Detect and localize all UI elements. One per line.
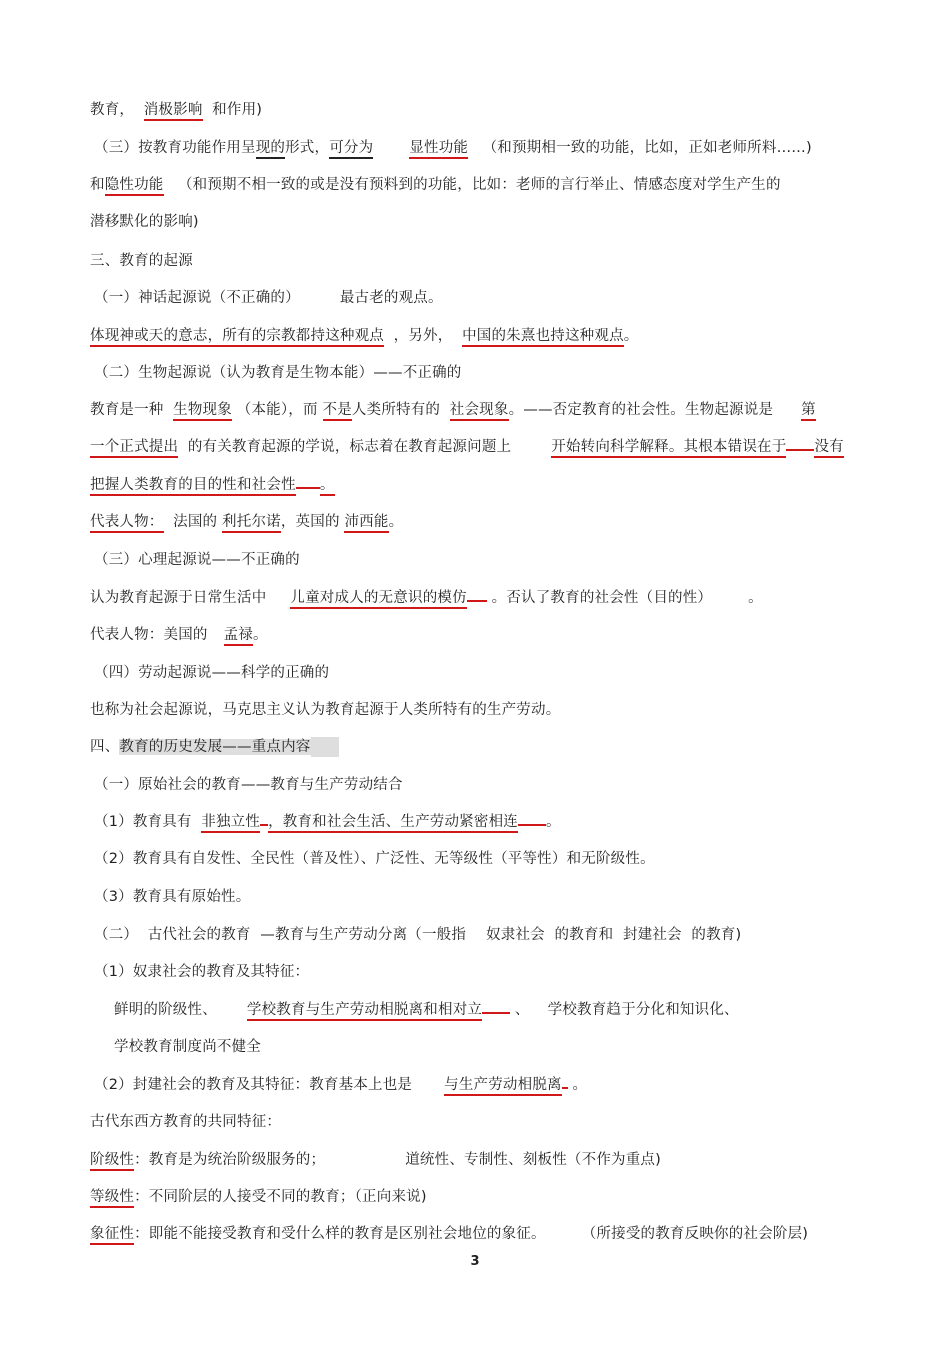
keyword: 消极影响 xyxy=(144,102,203,121)
text-line: 体现神或天的意志，所有的宗教都持这种观点 ，另外， 中国的朱熹也持这种观点。 xyxy=(90,326,638,346)
text-line: （1）奴隶社会的教育及其特征： xyxy=(94,964,310,980)
text-line: 一个正式提出 的有关教育起源的学说，标志着在教育起源问题上 开始转向科学解释。其根本错误在于 没有 xyxy=(90,437,844,457)
text-line: 代表人物： 法国的 利托尔诺，英国的 沛西能。 xyxy=(90,512,403,532)
text-line: 古代东西方教育的共同特征： xyxy=(90,1114,282,1130)
text-line: （3）教育具有原始性。 xyxy=(94,889,251,905)
text-line: 把握人类教育的目的性和社会性 。 xyxy=(90,475,335,495)
text-line: （一）原始社会的教育——教育与生产劳动结合 xyxy=(94,777,403,793)
text-line: （二）生物起源说（认为教育是生物本能）——不正确的 xyxy=(94,365,462,381)
text-line: 鲜明的阶级性、 学校教育与生产劳动相脱离和相对立 、 学校教育趋于分化和知识化、 xyxy=(114,1000,739,1020)
text-line: 潜移默化的影响) xyxy=(90,214,199,230)
text-line: 阶级性：教育是为统治阶级服务的； 道统性、专制性、刻板性（不作为重点) xyxy=(90,1150,661,1170)
text-line: 和隐性功能 （和预期不相一致的或是没有预料到的功能，比如：老师的言行举止、情感态度对学生产生的 xyxy=(90,175,781,195)
text-line: 认为教育起源于日常生活中 儿童对成人的无意识的模仿 。否认了教育的社会性（目的性） 。 xyxy=(90,588,763,608)
text-line: （2）教育具有自发性、全民性（普及性）、广泛性、无等级性（平等性）和无阶级性。 xyxy=(94,851,655,867)
text-line: （四）劳动起源说——科学的正确的 xyxy=(94,665,330,681)
text-line: 代表人物：美国的 孟禄。 xyxy=(90,625,268,645)
section-heading: 四、教育的历史发展——重点内容 xyxy=(90,737,339,757)
text-line: 教育， 消极影响 和作用) xyxy=(90,100,262,120)
text-line: （一）神话起源说（不正确的） 最古老的观点。 xyxy=(94,290,443,306)
text-line: （2）封建社会的教育及其特征：教育基本上也是 与生产劳动相脱离 。 xyxy=(94,1075,587,1095)
text-line: 等级性：不同阶层的人接受不同的教育；（正向来说) xyxy=(90,1187,427,1207)
text-line: 象征性：即能不能接受教育和受什么样的教育是区别社会地位的象征。 （所接受的教育反映你的社会阶层) xyxy=(90,1224,808,1244)
text-line: 也称为社会起源说，马克思主义认为教育起源于人类所特有的生产劳动。 xyxy=(90,702,561,718)
text-line: （三）按教育功能作用呈现的形式，可分为 显性功能 （和预期相一致的功能，比如，正如老师所料……) xyxy=(94,138,812,158)
keyword: 显性功能 xyxy=(409,140,468,159)
page-number: 3 xyxy=(470,1254,480,1269)
text-line: 教育是一种 生物现象 （本能），而 不是人类所特有的 社会现象。——否定教育的社会性。生物起源说是 第 xyxy=(90,400,816,420)
section-heading: 三、教育的起源 xyxy=(90,253,193,269)
text-line: 学校教育制度尚不健全 xyxy=(114,1039,261,1055)
text-line: （二） 古代社会的教育 —教育与生产劳动分离（一般指 奴隶社会 的教育和 封建社会 的教育) xyxy=(94,927,742,943)
text-line: （1）教育具有 非独立性 ，教育和社会生活、生产劳动紧密相连 。 xyxy=(94,812,561,832)
text-line: （三）心理起源说——不正确的 xyxy=(94,552,300,568)
keyword: 隐性功能 xyxy=(105,177,164,196)
